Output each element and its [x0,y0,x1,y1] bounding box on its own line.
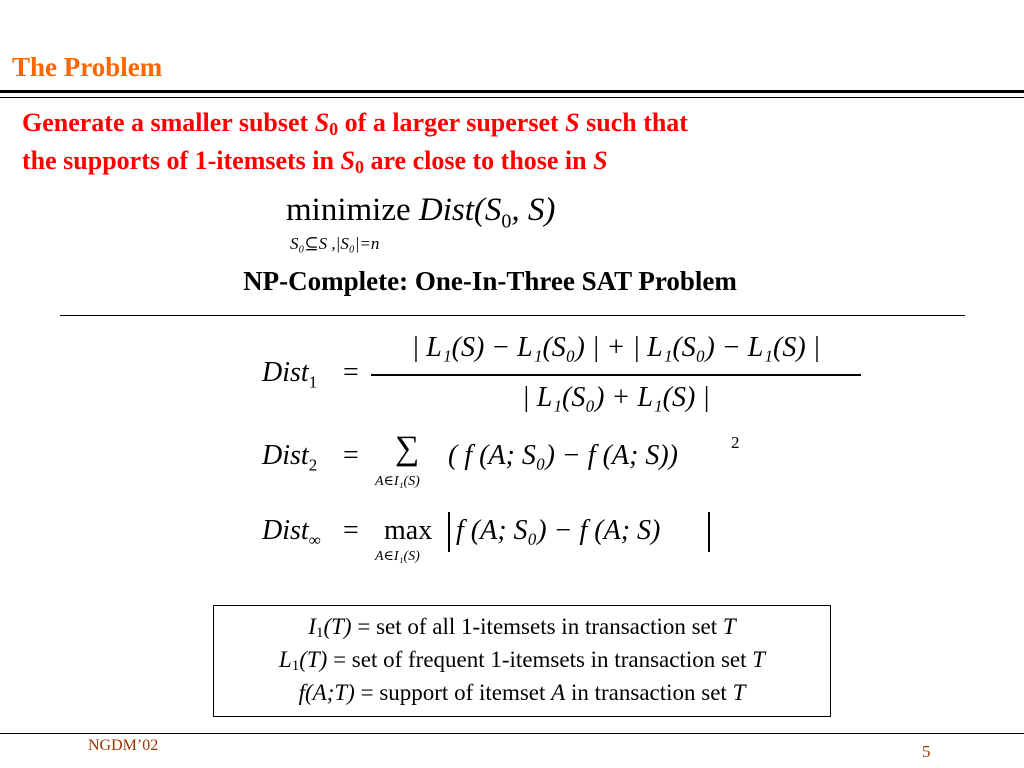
dist2-equals: = [343,440,359,471]
intro-s: S [565,108,580,137]
objective-formula [286,192,555,234]
minimize-op: minimize [286,192,411,228]
objective-args-rest: , S) [511,192,556,228]
def-f-mid: A [551,680,566,705]
def-f-arg: (A;T) [305,680,355,705]
np-complete-note: NP-Complete: One-In-Three SAT Problem [243,266,737,296]
distinf-sub: ∞ [308,530,321,550]
def-l-arg: (T) [299,647,328,672]
objective-constraint: S₀⊆S ,|S₀|=n [290,234,380,253]
distinf-under: A∈I₁(S) [375,549,420,564]
def-i-sub: 1 [315,625,324,641]
footer-rule [0,733,1024,734]
def-l-sym: L [278,647,292,672]
intro-s0: S [314,108,330,137]
objective-arg-sub: 0 [501,210,512,233]
def-l-text: = set of frequent 1-itemsets in transaction set [327,647,753,672]
def-f-text2: in transaction set [565,680,733,705]
distinf-lhs [262,515,321,551]
dist2-under: A∈I₁(S) [375,474,420,489]
definitions-box [213,605,831,717]
def-i-text: = set of all 1-itemsets in transaction set [351,614,723,639]
dist1-sub: 1 [308,372,318,392]
def-f-tail: T [732,680,746,705]
distinf-name: Dist [262,515,309,546]
title-rule-thin [0,97,1024,98]
footer-conference: NGDM’02 [88,737,159,754]
dist-func: Dist [418,192,474,228]
dist1-equals: = [343,357,359,388]
page-number: 5 [922,742,931,761]
dist2-power: 2 [731,433,740,452]
dist1-fraction-bar [371,374,861,376]
intro-s0-b: S [340,146,355,175]
slide-title: The Problem [12,52,163,82]
max-operator: max [384,515,433,546]
title-rule [0,90,1024,93]
intro-s0-sub-b: 0 [354,157,364,177]
dist2-name: Dist [262,440,309,471]
definition-f [214,676,830,709]
def-i-arg: (T) [323,614,352,639]
dist2-sub: 2 [308,455,318,475]
definition-i1 [214,610,830,643]
objective-args: (S [473,192,502,228]
def-i-sym: I [308,614,316,639]
intro-text-4: the supports of 1-itemsets in [22,146,341,175]
def-l-tail: T [752,647,766,672]
def-l-sub: 1 [291,658,300,674]
dist2-lhs [262,440,317,476]
distinf-equals: = [343,515,359,546]
dist1-numerator: | L₁(S) − L₁(S₀) | + | L₁(S₀) − L₁(S) | [411,332,821,363]
def-f-text: = support of itemset [354,680,552,705]
abs-bar-left [448,512,450,552]
dist1-name: Dist [262,357,309,388]
distinf-body: f (A; S₀) − f (A; S) [456,515,661,546]
definition-l1 [214,643,830,676]
dist1-denominator: | L₁(S₀) + L₁(S) | [522,382,710,413]
def-f-sym: f [298,680,306,705]
def-i-tail: T [722,614,736,639]
section-divider [60,315,965,316]
dist2-body: ( f (A; S₀) − f (A; S)) [448,440,678,471]
intro-text-3: such that [579,108,688,137]
dist1-lhs [262,357,317,393]
intro-text-5: are close to those in [363,146,594,175]
intro-s0-sub: 0 [329,119,339,139]
abs-bar-right [708,512,710,552]
problem-statement [22,104,1012,180]
intro-s-b: S [593,146,608,175]
intro-text-1: Generate a smaller subset [22,108,315,137]
sum-operator: ∑ [395,430,420,467]
intro-text-2: of a larger superset [338,108,566,137]
